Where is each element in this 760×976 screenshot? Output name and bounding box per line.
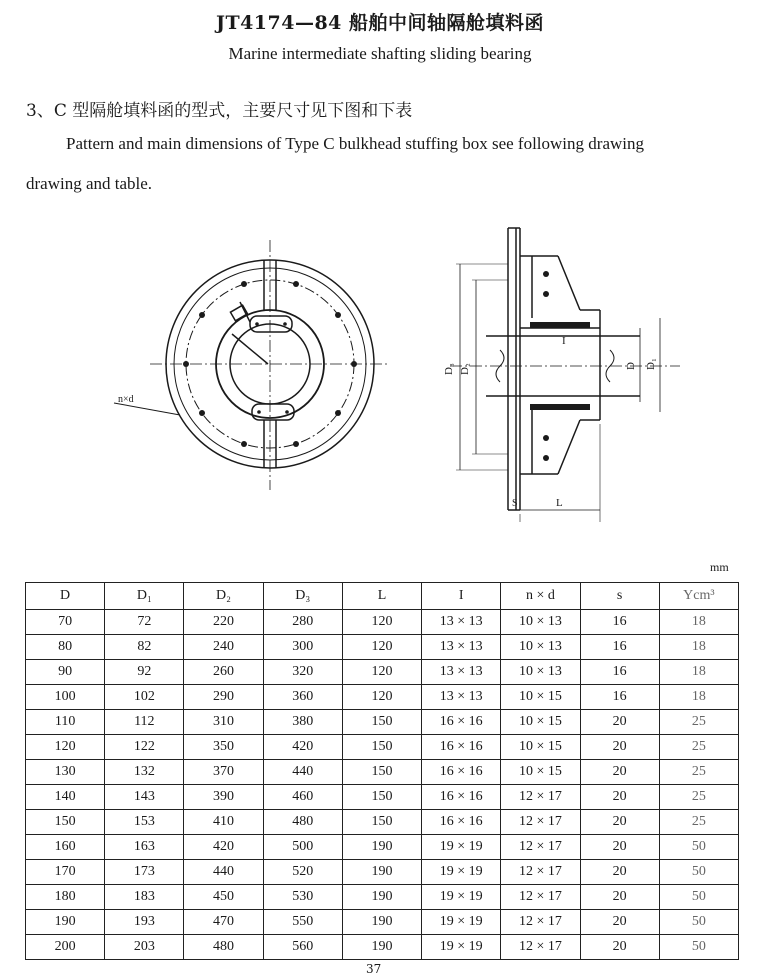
table-row — [26, 910, 739, 935]
table-cell: 12 × 17 — [501, 785, 580, 810]
table-row — [26, 635, 739, 660]
table-cell: 120 — [342, 635, 421, 660]
col-header: Ycm³ — [659, 583, 738, 610]
table-cell: 20 — [580, 935, 659, 960]
table-cell: 300 — [263, 635, 342, 660]
table-cell: 530 — [263, 885, 342, 910]
table-cell: 19 × 19 — [422, 910, 501, 935]
label-s: S — [512, 498, 518, 509]
table-cell: 10 × 13 — [501, 660, 580, 685]
table-row — [26, 760, 739, 785]
section-heading: 3、C 型隔舱填料函的型式，主要尺寸见下图和下表 — [26, 101, 413, 121]
table-cell: 10 × 13 — [501, 610, 580, 635]
table-cell: 25 — [659, 760, 738, 785]
table-cell: 13 × 13 — [422, 610, 501, 635]
table-cell: 16 × 16 — [422, 710, 501, 735]
table-cell: 18 — [659, 635, 738, 660]
table-cell: 82 — [105, 635, 184, 660]
table-cell: 50 — [659, 860, 738, 885]
col-header: D₁ — [105, 583, 184, 610]
table-cell: 10 × 15 — [501, 685, 580, 710]
table-cell: 18 — [659, 660, 738, 685]
table-cell: 16 × 16 — [422, 735, 501, 760]
table-cell: 72 — [105, 610, 184, 635]
table-cell: 420 — [263, 735, 342, 760]
table-cell: 20 — [580, 760, 659, 785]
table-row — [26, 710, 739, 735]
table-row — [26, 835, 739, 860]
table-cell: 520 — [263, 860, 342, 885]
table-row — [26, 860, 739, 885]
table-cell: 150 — [342, 710, 421, 735]
table-cell: 16 × 16 — [422, 810, 501, 835]
table-cell: 12 × 17 — [501, 810, 580, 835]
table-cell: 550 — [263, 910, 342, 935]
table-cell: 122 — [105, 735, 184, 760]
table-cell: 190 — [342, 935, 421, 960]
table-cell: 260 — [184, 660, 263, 685]
table-cell: 20 — [580, 910, 659, 935]
label-l: L — [556, 497, 563, 509]
table-cell: 320 — [263, 660, 342, 685]
table-cell: 19 × 19 — [422, 885, 501, 910]
section-text-line-1: Pattern and main dimensions of Type C bulkhead stuffing box see following drawing — [66, 134, 644, 153]
table-cell: 20 — [580, 860, 659, 885]
table-cell: 19 × 19 — [422, 860, 501, 885]
table-cell: 18 — [659, 610, 738, 635]
table-cell: 12 × 17 — [501, 935, 580, 960]
table-cell: 440 — [184, 860, 263, 885]
table-cell: 102 — [105, 685, 184, 710]
table-cell: 480 — [263, 810, 342, 835]
table-cell: 12 × 17 — [501, 885, 580, 910]
label-i: I — [562, 335, 566, 347]
front-view — [114, 240, 390, 490]
table-cell: 390 — [184, 785, 263, 810]
page-number: 37 — [366, 962, 382, 976]
table-cell: 410 — [184, 810, 263, 835]
table-body — [26, 610, 739, 960]
label-d2: D₂ — [459, 363, 471, 375]
table-cell: 20 — [580, 885, 659, 910]
col-header: I — [422, 583, 501, 610]
table-cell: 25 — [659, 710, 738, 735]
col-header: D₂ — [184, 583, 263, 610]
table-cell: 130 — [26, 760, 105, 785]
label-d: D — [625, 362, 637, 370]
table-cell: 120 — [342, 660, 421, 685]
table-cell: 440 — [263, 760, 342, 785]
table-cell: 19 × 19 — [422, 935, 501, 960]
label-nxd: n×d — [118, 394, 134, 405]
table-cell: 100 — [26, 685, 105, 710]
table-row — [26, 885, 739, 910]
table-cell: 50 — [659, 835, 738, 860]
table-cell: 290 — [184, 685, 263, 710]
table-cell: 193 — [105, 910, 184, 935]
table-cell: 112 — [105, 710, 184, 735]
table-cell: 190 — [342, 860, 421, 885]
table-cell: 120 — [342, 610, 421, 635]
table-cell: 420 — [184, 835, 263, 860]
table-cell: 12 × 17 — [501, 835, 580, 860]
table-cell: 480 — [184, 935, 263, 960]
table-cell: 50 — [659, 935, 738, 960]
table-cell: 16 — [580, 635, 659, 660]
table-cell: 50 — [659, 885, 738, 910]
table-cell: 16 — [580, 685, 659, 710]
table-cell: 153 — [105, 810, 184, 835]
table-cell: 183 — [105, 885, 184, 910]
table-cell: 160 — [26, 835, 105, 860]
table-cell: 370 — [184, 760, 263, 785]
label-d1: D₁ — [645, 358, 657, 370]
table-cell: 25 — [659, 735, 738, 760]
table-cell: 10 × 15 — [501, 735, 580, 760]
table-cell: 190 — [342, 835, 421, 860]
table-cell: 360 — [263, 685, 342, 710]
table-cell: 25 — [659, 810, 738, 835]
table-cell: 90 — [26, 660, 105, 685]
table-cell: 16 × 16 — [422, 785, 501, 810]
table-cell: 143 — [105, 785, 184, 810]
table-cell: 13 × 13 — [422, 660, 501, 685]
unit-label: mm — [710, 560, 729, 574]
table-cell: 450 — [184, 885, 263, 910]
section-text-line-2: drawing and table. — [26, 174, 153, 193]
table-cell: 180 — [26, 885, 105, 910]
table-cell: 20 — [580, 735, 659, 760]
table-cell: 190 — [342, 910, 421, 935]
table-row — [26, 685, 739, 710]
table-cell: 470 — [184, 910, 263, 935]
table-cell: 500 — [263, 835, 342, 860]
table-cell: 140 — [26, 785, 105, 810]
table-cell: 16 — [580, 660, 659, 685]
table-cell: 380 — [263, 710, 342, 735]
table-cell: 120 — [342, 685, 421, 710]
dimensions-table — [25, 582, 739, 960]
table-row — [26, 735, 739, 760]
page-subtitle: Marine intermediate shafting sliding bearing — [228, 44, 532, 63]
table-cell: 12 × 17 — [501, 860, 580, 885]
technical-drawing — [0, 210, 760, 550]
table-cell: 18 — [659, 685, 738, 710]
table-cell: 10 × 15 — [501, 710, 580, 735]
table-row — [26, 785, 739, 810]
table-row — [26, 935, 739, 960]
table-cell: 150 — [342, 810, 421, 835]
table-cell: 10 × 13 — [501, 635, 580, 660]
table-cell: 163 — [105, 835, 184, 860]
table-cell: 200 — [26, 935, 105, 960]
table-row — [26, 610, 739, 635]
page-title: JT4174—84 船舶中间轴隔舱填料函 — [215, 12, 545, 34]
table-cell: 70 — [26, 610, 105, 635]
table-cell: 310 — [184, 710, 263, 735]
table-cell: 150 — [342, 760, 421, 785]
table-cell: 80 — [26, 635, 105, 660]
table-cell: 240 — [184, 635, 263, 660]
table-cell: 173 — [105, 860, 184, 885]
table-cell: 150 — [26, 810, 105, 835]
table-cell: 120 — [26, 735, 105, 760]
table-cell: 13 × 13 — [422, 685, 501, 710]
table-cell: 190 — [342, 885, 421, 910]
table-cell: 150 — [342, 785, 421, 810]
table-cell: 203 — [105, 935, 184, 960]
table-cell: 12 × 17 — [501, 910, 580, 935]
table-cell: 16 — [580, 610, 659, 635]
table-cell: 92 — [105, 660, 184, 685]
table-row — [26, 660, 739, 685]
table-cell: 19 × 19 — [422, 835, 501, 860]
table-cell: 16 × 16 — [422, 760, 501, 785]
table-cell: 150 — [342, 735, 421, 760]
table-cell: 132 — [105, 760, 184, 785]
col-header: s — [580, 583, 659, 610]
table-cell: 50 — [659, 910, 738, 935]
table-cell: 350 — [184, 735, 263, 760]
side-view — [450, 228, 680, 522]
table-cell: 20 — [580, 785, 659, 810]
table-cell: 220 — [184, 610, 263, 635]
table-cell: 25 — [659, 785, 738, 810]
col-header: n × d — [501, 583, 580, 610]
table-cell: 110 — [26, 710, 105, 735]
label-d3: D₃ — [443, 363, 455, 375]
table-cell: 20 — [580, 710, 659, 735]
table-cell: 460 — [263, 785, 342, 810]
table-row — [26, 810, 739, 835]
table-cell: 20 — [580, 835, 659, 860]
table-cell: 10 × 15 — [501, 760, 580, 785]
table-cell: 280 — [263, 610, 342, 635]
col-header: D₃ — [263, 583, 342, 610]
col-header: L — [342, 583, 421, 610]
table-cell: 13 × 13 — [422, 635, 501, 660]
table-cell: 190 — [26, 910, 105, 935]
col-header: D — [26, 583, 105, 610]
table-cell: 560 — [263, 935, 342, 960]
table-cell: 170 — [26, 860, 105, 885]
table-cell: 20 — [580, 810, 659, 835]
table-header-row — [26, 583, 739, 610]
